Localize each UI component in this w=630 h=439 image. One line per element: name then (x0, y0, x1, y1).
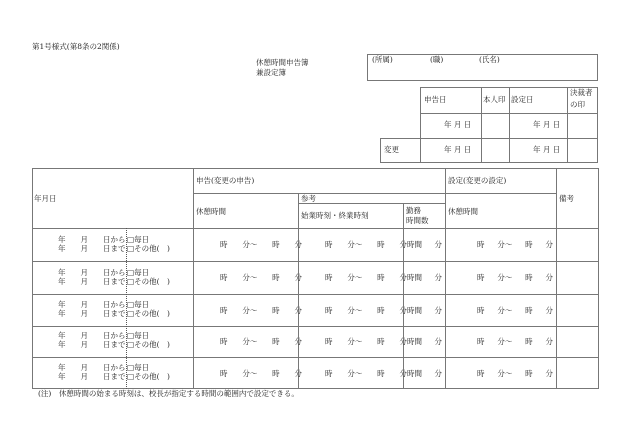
name-label: (氏名) (479, 55, 500, 64)
setting-break-time[interactable]: 時 分～ 時 分 (477, 305, 553, 315)
report-break-time[interactable]: 時 分～ 時 分 (220, 368, 302, 378)
date-header: 年月日 (34, 194, 57, 203)
change-set-date-value[interactable]: 年 月 日 (533, 145, 561, 154)
report-break-time[interactable]: 時 分～ 時 分 (220, 273, 302, 282)
setting-break-time[interactable]: 時 分～ 時 分 (477, 368, 553, 378)
change-label: 変更 (384, 145, 399, 154)
report-break-time[interactable]: 時 分～ 時 分 (220, 337, 302, 346)
work-start-end-time[interactable]: 時 分～ 時 分 (325, 337, 407, 346)
form-title-line2: 兼設定簿 (256, 68, 286, 77)
work-hours-header-1: 勤務 (406, 206, 421, 215)
position-label: (職) (430, 55, 444, 64)
row-date-to[interactable]: 年 月 日まで (58, 340, 126, 349)
daily-checkbox[interactable]: □毎日 (127, 363, 150, 372)
row-date-from[interactable]: 年 月 日から (58, 300, 126, 309)
set-date-header: 設定日 (511, 95, 534, 104)
name-box (367, 54, 598, 81)
setting-break-time[interactable]: 時 分～ 時 分 (477, 240, 553, 249)
other-checkbox[interactable]: □その他( ) (127, 277, 170, 286)
report-break-time[interactable]: 時 分～ 時 分 (220, 305, 302, 315)
other-checkbox[interactable]: □その他( ) (127, 340, 170, 349)
work-hours-header-2: 時間数 (406, 216, 429, 225)
table-row (32, 357, 599, 389)
break-time-header: 休憩時間 (196, 207, 226, 216)
work-hours[interactable]: 時間 分 (407, 368, 442, 378)
report-date-header: 申告日 (424, 95, 447, 104)
row-date-from[interactable]: 年 月 日から (58, 363, 126, 372)
daily-checkbox[interactable]: □毎日 (127, 331, 150, 340)
table-row (32, 228, 599, 261)
report-group-header: 申告(変更の申告) (196, 176, 255, 185)
remarks-header: 備考 (559, 194, 574, 203)
work-start-end-time[interactable]: 時 分～ 時 分 (325, 273, 407, 282)
work-start-end-time[interactable]: 時 分～ 時 分 (325, 240, 407, 249)
form-title-line1: 休憩時間申告簿 (256, 58, 309, 67)
approver-seal-header-2: の印 (570, 100, 585, 109)
other-checkbox[interactable]: □その他( ) (127, 372, 170, 381)
daily-checkbox[interactable]: □毎日 (127, 300, 150, 309)
setting-break-time[interactable]: 時 分～ 時 分 (477, 273, 553, 282)
table-row (32, 326, 599, 357)
set-date-value[interactable]: 年 月 日 (533, 120, 561, 129)
reference-header: 参考 (301, 194, 316, 203)
work-start-end-time[interactable]: 時 分～ 時 分 (325, 305, 407, 315)
report-date-value[interactable]: 年 月 日 (444, 120, 472, 129)
daily-checkbox[interactable]: □毎日 (127, 268, 150, 277)
change-report-date-value[interactable]: 年 月 日 (444, 145, 472, 154)
footnote: (注) 休憩時間の始まる時刻は、校長が指定する時間の範囲内で設定できる。 (38, 389, 299, 398)
setting-group-header: 設定(変更の設定) (448, 176, 507, 185)
other-checkbox[interactable]: □その他( ) (127, 244, 170, 253)
work-hours[interactable]: 時間 分 (407, 273, 442, 282)
work-start-end-header: 始業時刻・終業時刻 (301, 211, 369, 220)
daily-checkbox[interactable]: □毎日 (127, 235, 150, 244)
row-date-from[interactable]: 年 月 日から (58, 331, 126, 340)
work-hours[interactable]: 時間 分 (407, 305, 442, 315)
form-number: 第1号様式(第8条の2関係) (32, 42, 120, 51)
table-row (32, 294, 599, 326)
work-hours[interactable]: 時間 分 (407, 240, 442, 249)
report-break-time[interactable]: 時 分～ 時 分 (220, 240, 302, 249)
row-date-from[interactable]: 年 月 日から (58, 235, 126, 244)
row-date-to[interactable]: 年 月 日まで (58, 244, 126, 253)
approver-seal-header-1: 決裁者 (570, 88, 593, 97)
setting-break-time-header: 休憩時間 (448, 207, 478, 216)
affiliation-label: (所属) (372, 55, 393, 64)
work-hours[interactable]: 時間 分 (407, 337, 442, 346)
other-checkbox[interactable]: □その他( ) (127, 309, 170, 318)
row-date-from[interactable]: 年 月 日から (58, 268, 126, 277)
row-date-to[interactable]: 年 月 日まで (58, 372, 126, 381)
row-date-to[interactable]: 年 月 日まで (58, 277, 126, 286)
work-start-end-time[interactable]: 時 分～ 時 分 (325, 368, 407, 378)
setting-break-time[interactable]: 時 分～ 時 分 (477, 337, 553, 346)
table-row (32, 261, 599, 294)
row-date-to[interactable]: 年 月 日まで (58, 309, 126, 318)
self-seal-header: 本人印 (483, 95, 506, 104)
